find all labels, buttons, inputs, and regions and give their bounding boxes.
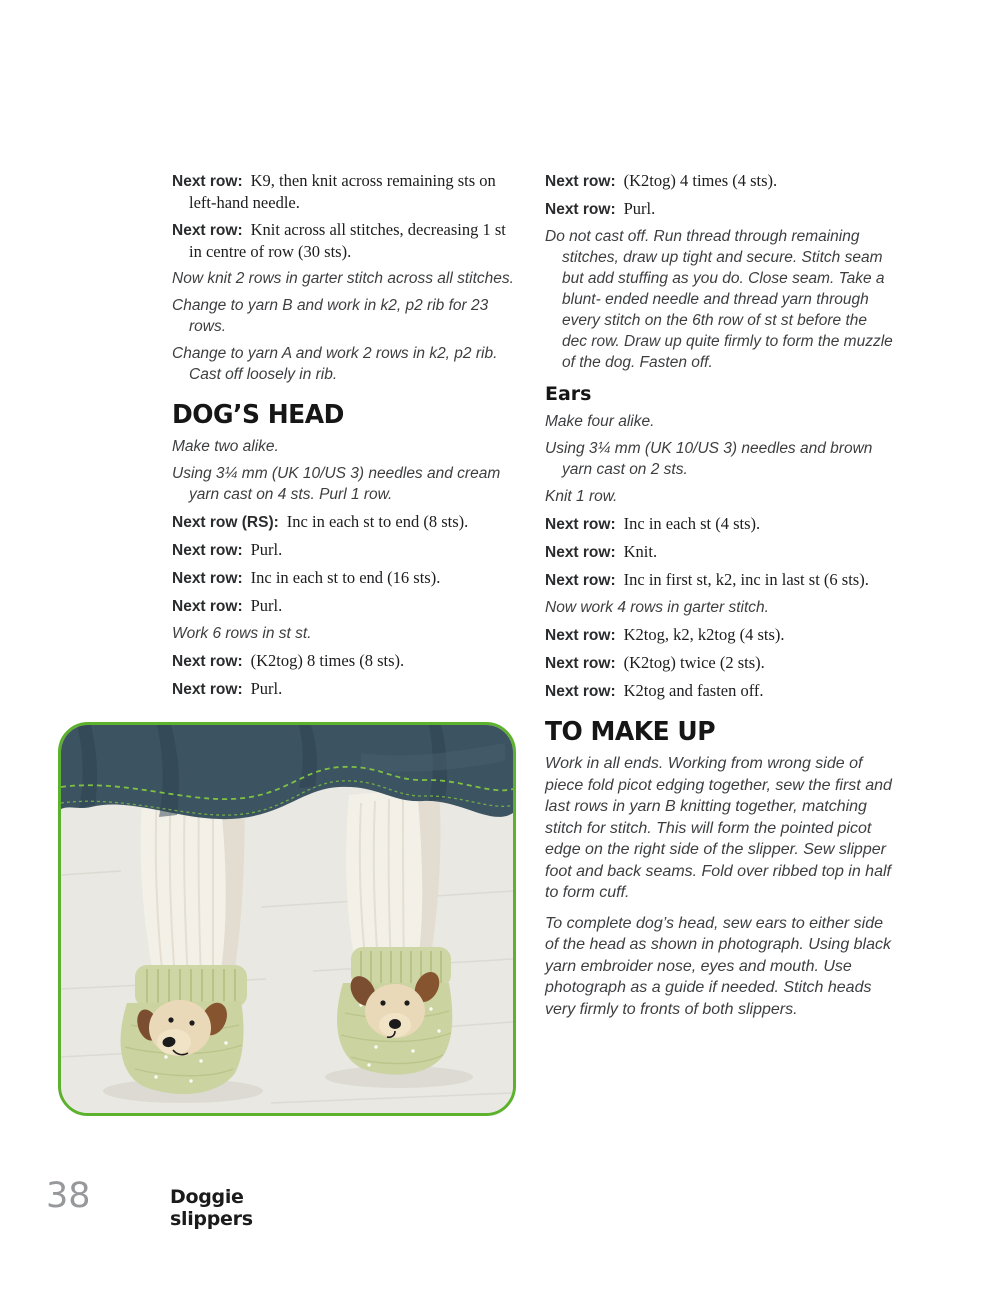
- pattern-note: Work 6 rows in st st.: [172, 625, 312, 642]
- slippers-photo-illustration: [61, 725, 513, 1113]
- pattern-step: Next row: Purl.: [545, 199, 656, 218]
- right-dog-eye: [404, 1000, 409, 1005]
- pattern-step: Next row (RS): Inc in each st to end (8 sts).: [172, 512, 469, 531]
- pattern-note: Make two alike.: [172, 438, 279, 455]
- page-number: 38: [46, 1176, 91, 1216]
- step-label: Next row:: [172, 173, 243, 190]
- pattern-step: Next row: Inc in each st (4 sts).: [545, 514, 761, 533]
- pattern-step: Next row: Knit across all stitches, decreasing 1 st in centre of row (30 sts).: [172, 220, 506, 261]
- slippers-photo: [58, 722, 516, 1116]
- right-leg: [346, 787, 440, 971]
- section-heading: DOG’S HEAD: [172, 399, 344, 430]
- step-label: Next row:: [545, 683, 616, 700]
- left-dog-eye: [189, 1020, 194, 1025]
- section-subheading: Ears: [545, 383, 592, 405]
- pattern-note: Change to yarn A and work 2 rows in k2, p2 rib. Cast off loosely in rib.: [172, 345, 498, 383]
- step-label: Next row:: [172, 653, 243, 670]
- step-label: Next row:: [545, 544, 616, 561]
- step-label: Next row:: [172, 681, 243, 698]
- pattern-step: Next row: Inc in each st to end (16 sts).: [172, 568, 441, 587]
- step-label: Next row:: [545, 655, 616, 672]
- makeup-paragraph: To complete dog’s head, sew ears to either side of the head as shown in photograph. Using black yarn embroider nose, eyes and mouth. Use photograph as a guide if needed. Stitch heads very firmly to fronts of both slippers.: [545, 914, 892, 1018]
- pattern-note: Using 3¼ mm (UK 10/US 3) needles and brown yarn cast on 2 sts.: [545, 440, 873, 478]
- section-heading: TO MAKE UP: [545, 716, 716, 747]
- pattern-column-left: [172, 170, 520, 706]
- step-label: Next row:: [545, 173, 616, 190]
- step-label: Next row:: [172, 570, 243, 587]
- step-label: Next row:: [545, 627, 616, 644]
- pattern-step: Next row: (K2tog) 4 times (4 sts).: [545, 171, 778, 190]
- pattern-note: Make four alike.: [545, 413, 655, 430]
- left-dog-eye: [168, 1017, 173, 1022]
- pattern-step: Next row: K2tog, k2, k2tog (4 sts).: [545, 625, 785, 644]
- pattern-step: Next row: Purl.: [172, 679, 283, 698]
- makeup-paragraph: Work in all ends. Working from wrong side of piece fold picot edging together, sew the first and last rows in yarn B knitting together, matching stitch for stitch. This will form the pointed picot edge on the right side of the slipper. Sew slipper foot and back seams. Fold over ribbed top in half to form cuff.: [545, 755, 892, 901]
- pattern-step: Next row: K2tog and fasten off.: [545, 681, 764, 700]
- pattern-note: Change to yarn B and work in k2, p2 rib for 23 rows.: [172, 297, 489, 335]
- pattern-note: Using 3¼ mm (UK 10/US 3) needles and cream yarn cast on 4 sts. Purl 1 row.: [172, 465, 501, 503]
- right-dog-nose: [389, 1019, 401, 1029]
- pattern-step: Next row: Inc in first st, k2, inc in last st (6 sts).: [545, 570, 869, 589]
- step-label: Next row (RS):: [172, 514, 279, 531]
- step-label: Next row:: [545, 516, 616, 533]
- step-label: Next row:: [545, 201, 616, 218]
- step-label: Next row:: [545, 572, 616, 589]
- step-label: Next row:: [172, 542, 243, 559]
- right-dog-eye: [380, 1000, 385, 1005]
- pattern-note: Now knit 2 rows in garter stitch across all stitches.: [172, 270, 514, 287]
- footer-title: Doggie slippers: [170, 1186, 253, 1230]
- pattern-note: Knit 1 row.: [545, 488, 618, 505]
- pattern-note: Now work 4 rows in garter stitch.: [545, 599, 769, 616]
- pattern-step: Next row: K9, then knit across remaining sts on left-hand needle.: [172, 171, 496, 212]
- pattern-step: Next row: Knit.: [545, 542, 658, 561]
- step-label: Next row:: [172, 222, 243, 239]
- step-label: Next row:: [172, 598, 243, 615]
- pattern-step: Next row: (K2tog) 8 times (8 sts).: [172, 651, 405, 670]
- pattern-note: Do not cast off. Run thread through remaining stitches, draw up tight and secure. Stitch seam but add stuffing as you do. Close seam. Take a blunt- ended needle and thread yarn through every stitch on the 6th row of st st before the dec row. Draw up quite firmly to form the muzzle of the dog. Fasten off.: [545, 228, 893, 371]
- pattern-step: Next row: Purl.: [172, 540, 283, 559]
- pattern-column-right: [545, 170, 895, 1029]
- pattern-step: Next row: Purl.: [172, 596, 283, 615]
- pattern-step: Next row: (K2tog) twice (2 sts).: [545, 653, 765, 672]
